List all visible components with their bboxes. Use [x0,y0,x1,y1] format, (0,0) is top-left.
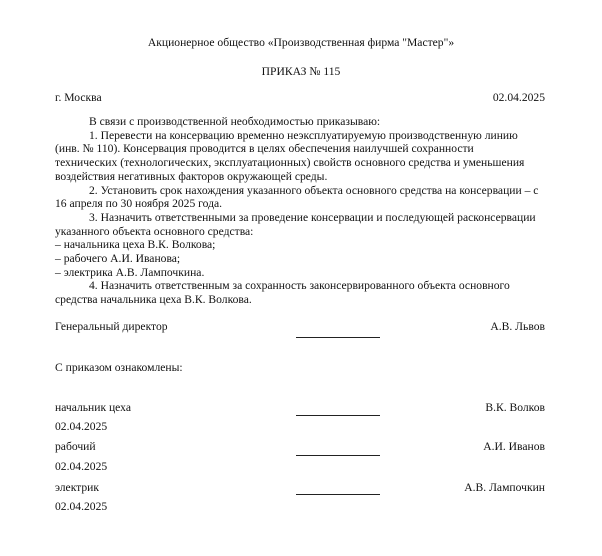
signature-line [296,455,380,456]
order-body [55,115,555,307]
signatory-position: рабочий [55,440,96,453]
order-date: 02.04.2025 [492,91,545,104]
item-4-line-1: 4. Назначить ответственным за сохранность законсервированного объекта основного [89,279,510,293]
signatory-date: 02.04.2025 [55,500,108,513]
acknowledged-heading: С приказом ознакомлены: [55,361,183,374]
signatory-position: начальник цеха [55,401,131,414]
item-1-line-4: воздействия негативных факторов окружающей среды. [55,169,328,183]
signatory-date: 02.04.2025 [55,420,108,433]
order-city: г. Москва [55,91,102,104]
signature-line [296,494,380,495]
director-signature-line [296,337,380,338]
item-3-person-2: – рабочего А.И. Иванова; [55,252,181,266]
item-2-line-2: 16 апреля по 30 ноября 2025 года. [55,197,223,211]
item-1-line-1: 1. Перевести на консервацию временно неэксплуатируемую производственную линию [89,128,518,142]
signature-line [296,415,380,416]
company-name: Акционерное общество «Производственная фирма "Мастер"» [147,36,455,49]
signatory-name: В.К. Волков [485,401,545,414]
signatory-date: 02.04.2025 [55,460,108,473]
item-1-line-2: (инв. № 110). Консервация проводится в целях обеспечения наилучшей сохранности [55,142,474,156]
order-title: ПРИКАЗ № 115 [261,65,341,78]
item-4-line-2: средства начальника цеха В.К. Волкова. [55,293,252,307]
item-1-line-3: технических (технологических, эксплуатационных) свойств основного средства и уменьшения [55,156,525,170]
order-intro: В связи с производственной необходимостью приказываю: [89,115,381,128]
item-3-line-1: 3. Назначить ответственными за проведение консервации и последующей расконсервации [89,210,536,224]
item-2-line-1: 2. Установить срок нахождения указанного объекта основного средства на консервации – с [89,183,539,197]
item-3-person-1: – начальника цеха В.К. Волкова; [55,238,216,252]
signatory-name: А.В. Лампочкин [464,481,545,494]
item-3-line-2: указанного объекта основного средства: [55,224,254,238]
director-name: А.В. Львов [490,320,545,333]
item-3-person-3: – электрика А.В. Лампочкина. [55,265,205,279]
signatory-position: электрик [55,481,100,494]
director-position: Генеральный директор [55,320,168,333]
signatory-name: А.И. Иванов [483,440,545,453]
